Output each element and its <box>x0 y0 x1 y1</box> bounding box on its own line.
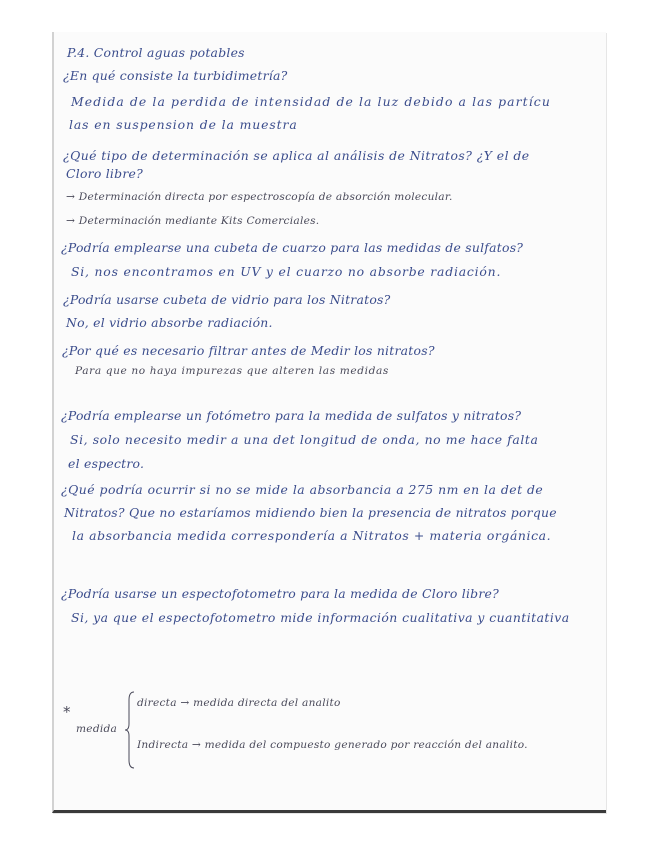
answer-absorbance-275-1: Nitratos? Que no estaríamos midiendo bien la presencia de nitratos porque <box>64 505 557 520</box>
question-turbidimetry: ¿En qué consiste la turbidimetría? <box>63 68 288 83</box>
answer-spectrophotometer: Si, ya que el espectofotometro mide información cualitativa y cuantitativa <box>71 610 570 625</box>
question-glass-cuvette: ¿Podría usarse cubeta de vidrio para los Nitratos? <box>63 292 391 307</box>
answer-turbidimetry-1: Medida de la perdida de intensidad de la luz debido a las partícu <box>71 94 551 109</box>
question-absorbance-275: ¿Qué podría ocurrir si no se mide la absorbancia a 275 nm en la det de <box>61 482 544 497</box>
asterisk-note-marker: * <box>63 703 71 721</box>
answer-quartz-cuvette: Si, nos encontramos en UV y el cuarzo no absorbe radiación. <box>71 264 502 279</box>
question-quartz-cuvette: ¿Podría emplearse una cubeta de cuarzo para las medidas de sulfatos? <box>61 240 524 255</box>
question-spectrophotometer: ¿Podría usarse un espectofotometro para la medida de Cloro libre? <box>61 586 499 601</box>
question-determination-1: ¿Qué tipo de determinación se aplica al análisis de Nitratos? ¿Y el de <box>63 148 530 163</box>
answer-determination-direct: → Determinación directa por espectroscopía de absorción molecular. <box>66 191 453 203</box>
answer-glass-cuvette: No, el vidrio absorbe radiación. <box>66 315 273 330</box>
note-direct-measure: directa → medida directa del analito <box>137 697 341 709</box>
note-label-medida: medida <box>76 723 118 735</box>
question-filtering: ¿Por qué es necesario filtrar antes de Medir los nitratos? <box>62 343 435 358</box>
answer-filtering: Para que no haya impurezas que alteren las medidas <box>75 365 389 377</box>
answer-photometer-2: el espectro. <box>68 456 145 471</box>
note-indirect-measure: Indirecta → medida del compuesto generado por reacción del analito. <box>137 739 528 751</box>
answer-absorbance-275-2: la absorbancia medida correspondería a Nitratos + materia orgánica. <box>72 528 552 543</box>
question-determination-2: Cloro libre? <box>66 166 143 181</box>
answer-turbidimetry-2: las en suspension de la muestra <box>69 117 298 132</box>
page-title: P.4. Control aguas potables <box>67 45 245 60</box>
answer-photometer-1: Si, solo necesito medir a una det longitud de onda, no me hace falta <box>70 432 539 447</box>
curly-brace-icon <box>124 690 136 770</box>
answer-determination-kits: → Determinación mediante Kits Comerciales. <box>66 215 320 227</box>
question-photometer: ¿Podría emplearse un fotómetro para la medida de sulfatos y nitratos? <box>61 408 522 423</box>
